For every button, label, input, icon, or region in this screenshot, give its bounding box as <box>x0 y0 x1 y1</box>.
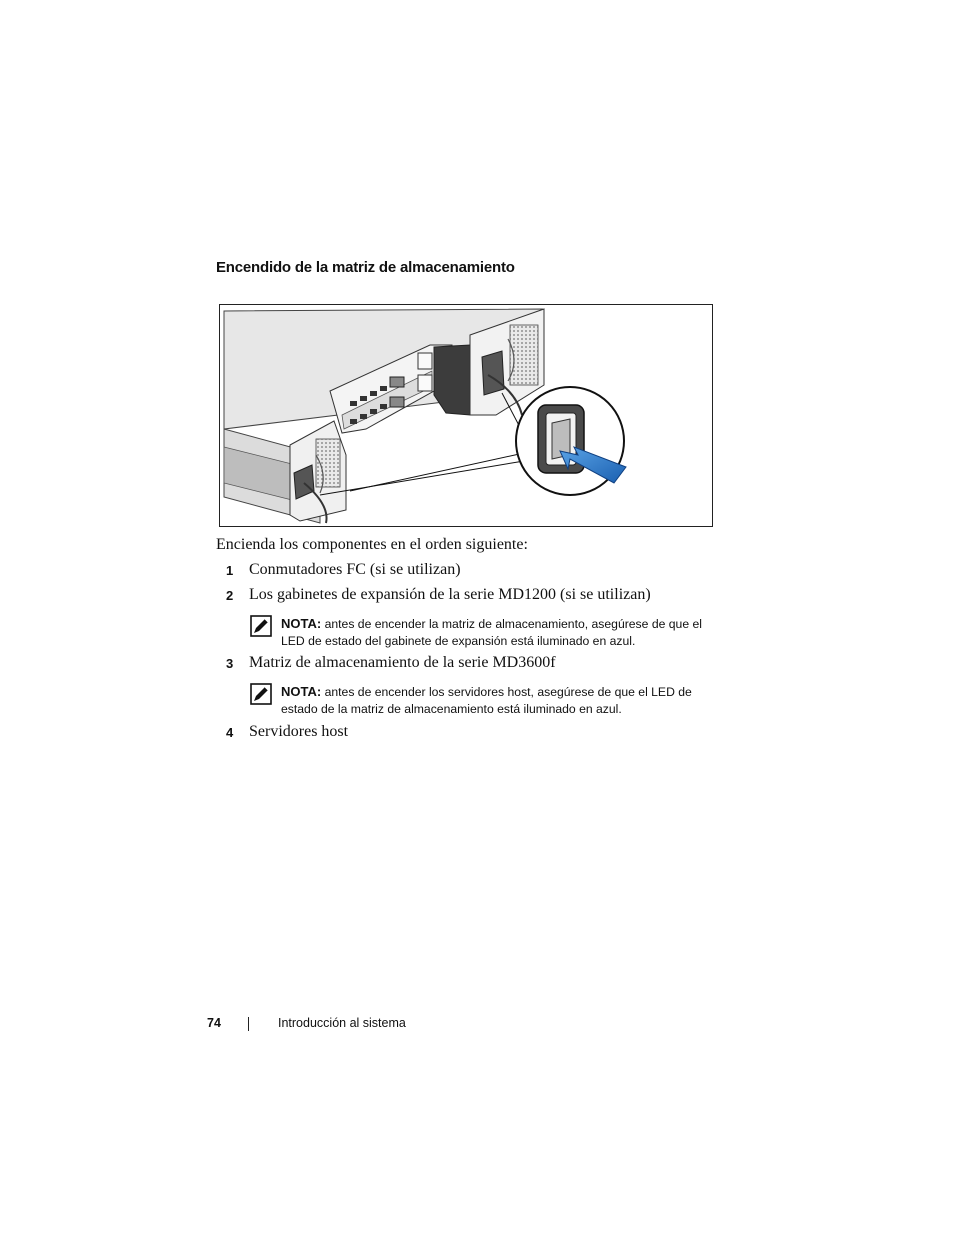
step-text: Conmutadores FC (si se utilizan) <box>249 561 461 578</box>
page-number: 74 <box>207 1016 221 1030</box>
note-text: antes de encender los servidores host, asegúrese de que el LED de estado de la matriz de almacenamiento está iluminado en azul. <box>281 685 692 716</box>
note-label: NOTA: <box>281 684 322 699</box>
storage-array-illustration <box>220 305 712 526</box>
section-heading: Encendido de la matriz de almacenamiento <box>216 259 515 276</box>
note-body <box>281 615 718 650</box>
step-number: 4 <box>226 725 234 740</box>
step-number: 2 <box>226 588 234 603</box>
note-text: antes de encender la matriz de almacenamiento, asegúrese de que el LED de estado del gabinete de expansión está iluminado en azul. <box>281 617 702 648</box>
step-text: Matriz de almacenamiento de la serie MD3600f <box>249 654 556 671</box>
note-block-2 <box>250 683 718 718</box>
step-number: 3 <box>226 656 234 671</box>
footer-divider <box>248 1017 249 1031</box>
note-body <box>281 683 718 718</box>
step-text: Servidores host <box>249 723 349 740</box>
step-number: 1 <box>226 563 234 578</box>
pencil-note-icon <box>250 615 272 637</box>
pencil-note-icon <box>250 683 272 705</box>
step-text: Los gabinetes de expansión de la serie MD1200 (si se utilizan) <box>249 586 651 603</box>
footer-chapter-title: Introducción al sistema <box>278 1016 406 1030</box>
intro-text: Encienda los componentes en el orden siguiente: <box>216 536 528 553</box>
power-on-figure <box>219 304 713 527</box>
note-block-1 <box>250 615 718 650</box>
note-label: NOTA: <box>281 616 322 631</box>
